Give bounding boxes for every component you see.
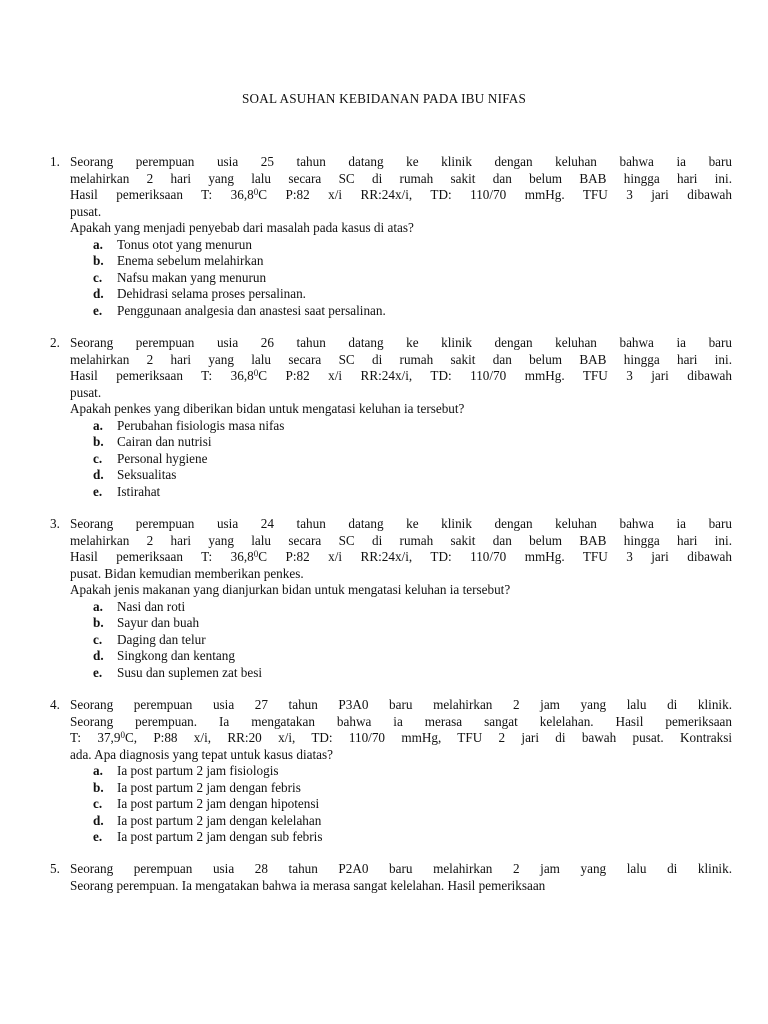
- answer-option: [93, 418, 732, 435]
- question-prompt: Apakah penkes yang diberikan bidan untuk mengatasi keluhan ia tersebut?: [70, 401, 465, 416]
- question-stem-line: Seorang perempuan usia 25 tahun datang ke klinik dengan keluhan bahwa ia baru: [70, 154, 732, 169]
- question-4: [50, 697, 732, 846]
- question-stem-line: Hasil pemeriksaan T: 36,8$^0$C P:82 x/i RR:24x/i, TD: 110/70 mmHg. TFU 3 jari dibawah: [70, 549, 732, 564]
- answer-option: [93, 599, 732, 616]
- option-text: Enema sebelum melahirkan: [117, 253, 264, 268]
- option-text: Cairan dan nutrisi: [117, 434, 212, 449]
- option-text: Ia post partum 2 jam dengan sub febris: [117, 829, 323, 844]
- question-body: [70, 861, 732, 894]
- answer-option: [93, 467, 732, 484]
- degree-superscript: 0: [253, 187, 259, 197]
- option-text: Susu dan suplemen zat besi: [117, 664, 263, 680]
- question-number: 4.: [50, 697, 60, 712]
- answer-option: [93, 253, 732, 270]
- question-stem-line: melahirkan 2 hari yang lalu secara SC di rumah sakit dan belum BAB hingga hari ini.: [70, 351, 732, 367]
- answer-option: [93, 632, 732, 649]
- question-stem-line: Seorang perempuan usia 28 tahun P2A0 baru melahirkan 2 jam yang lalu di klinik.: [70, 861, 732, 876]
- option-letter: b.: [93, 615, 104, 630]
- answer-option: [93, 780, 732, 797]
- question-body: [70, 697, 732, 846]
- option-letter: d.: [93, 467, 104, 482]
- question-body: [70, 516, 732, 681]
- option-text: Ia post partum 2 jam dengan kelelahan: [117, 812, 322, 828]
- option-letter: c.: [93, 269, 103, 285]
- degree-superscript: 0: [253, 549, 259, 559]
- question-stem-line: Hasil pemeriksaan T: 36,8$^0$C P:82 x/i RR:24x/i, TD: 110/70 mmHg. TFU 3 jari dibawah: [70, 187, 732, 202]
- option-letter: e.: [93, 302, 103, 318]
- answer-option: [93, 484, 732, 501]
- document-title: SOAL ASUHAN KEBIDANAN PADA IBU NIFAS: [241, 91, 527, 106]
- option-letter: d.: [93, 648, 104, 663]
- answer-option: [93, 270, 732, 287]
- answer-options: [70, 599, 732, 682]
- option-letter: c.: [93, 631, 103, 647]
- question-number: 5.: [50, 861, 60, 876]
- answer-options: [70, 237, 732, 320]
- answer-options: [70, 418, 732, 501]
- option-text: Daging dan telur: [117, 631, 206, 647]
- question-number: 2.: [50, 335, 60, 350]
- question-stem-line: pusat. Bidan kemudian memberikan penkes.: [70, 565, 304, 581]
- question-stem-line: pusat.: [70, 203, 102, 219]
- option-text: Ia post partum 2 jam fisiologis: [117, 763, 279, 778]
- option-letter: a.: [93, 236, 103, 252]
- question-stem-line: ada. Apa diagnosis yang tepat untuk kasus diatas?: [70, 746, 333, 762]
- degree-superscript: 0: [120, 730, 125, 740]
- option-letter: c.: [93, 450, 103, 466]
- question-stem-line: Seorang perempuan. Ia mengatakan bahwa ia merasa sangat kelelahan. Hasil pemeriksaan: [70, 877, 546, 893]
- answer-option: [93, 763, 732, 780]
- option-letter: a.: [93, 417, 103, 433]
- question-stem-line: Seorang perempuan usia 27 tahun P3A0 baru melahirkan 2 jam yang lalu di klinik.: [70, 697, 732, 712]
- option-text: Penggunaan analgesia dan anastesi saat persalinan.: [117, 302, 386, 318]
- option-letter: b.: [93, 434, 104, 449]
- answer-option: [93, 829, 732, 846]
- answer-option: [93, 237, 732, 254]
- option-text: Singkong dan kentang: [117, 648, 235, 663]
- degree-superscript: 0: [253, 368, 259, 378]
- option-letter: e.: [93, 829, 103, 844]
- question-prompt: Apakah jenis makanan yang dianjurkan bidan untuk mengatasi keluhan ia tersebut?: [70, 582, 511, 597]
- answer-option: [93, 813, 732, 830]
- question-stem-line: melahirkan 2 hari yang lalu secara SC di rumah sakit dan belum BAB hingga hari ini.: [70, 170, 732, 186]
- question-stem-line: melahirkan 2 hari yang lalu secara SC di rumah sakit dan belum BAB hingga hari ini.: [70, 532, 732, 548]
- option-letter: e.: [93, 483, 103, 499]
- question-1: [50, 154, 732, 319]
- option-text: Perubahan fisiologis masa nifas: [117, 417, 285, 433]
- answer-option: [93, 648, 732, 665]
- answer-option: [93, 665, 732, 682]
- option-letter: a.: [93, 598, 103, 614]
- option-text: Tonus otot yang menurun: [117, 236, 252, 252]
- option-text: Seksualitas: [117, 467, 177, 482]
- answer-option: [93, 451, 732, 468]
- answer-options: [70, 763, 732, 846]
- question-2: [50, 335, 732, 500]
- option-text: Nafsu makan yang menurun: [117, 269, 267, 285]
- option-text: Ia post partum 2 jam dengan febris: [117, 779, 301, 795]
- option-letter: a.: [93, 763, 103, 778]
- option-letter: e.: [93, 664, 103, 680]
- option-letter: d.: [93, 286, 104, 301]
- answer-option: [93, 615, 732, 632]
- question-number: 1.: [50, 154, 60, 169]
- question-prompt: Apakah yang menjadi penyebab dari masalah pada kasus di atas?: [70, 220, 414, 235]
- question-body: [70, 335, 732, 500]
- option-text: Istirahat: [117, 483, 161, 499]
- question-3: [50, 516, 732, 681]
- question-number: 3.: [50, 516, 60, 531]
- question-stem-line: T: 37,9$^0$C, P:88 x/i, RR:20 x/i, TD: 110/70 mmHg, TFU 2 jari di bawah pusat. Kontraksi: [70, 730, 732, 745]
- option-text: Dehidrasi selama proses persalinan.: [117, 286, 306, 301]
- answer-option: [93, 434, 732, 451]
- question-stem-line: pusat.: [70, 384, 102, 400]
- question-stem-line: Seorang perempuan. Ia mengatakan bahwa ia merasa sangat kelelahan. Hasil pemeriksaan: [70, 713, 732, 729]
- option-letter: b.: [93, 779, 104, 795]
- answer-option: [93, 286, 732, 303]
- question-stem-line: Hasil pemeriksaan T: 36,8$^0$C P:82 x/i RR:24x/i, TD: 110/70 mmHg. TFU 3 jari dibawah: [70, 368, 732, 383]
- option-letter: c.: [93, 796, 103, 811]
- answer-option: [93, 303, 732, 320]
- option-text: Nasi dan roti: [117, 598, 186, 614]
- option-text: Ia post partum 2 jam dengan hipotensi: [117, 796, 320, 811]
- question-body: [70, 154, 732, 319]
- question-stem-line: Seorang perempuan usia 26 tahun datang ke klinik dengan keluhan bahwa ia baru: [70, 335, 732, 350]
- answer-option: [93, 796, 732, 813]
- option-letter: d.: [93, 812, 104, 828]
- option-text: Personal hygiene: [117, 450, 208, 466]
- question-5: [50, 861, 732, 894]
- question-stem-line: Seorang perempuan usia 24 tahun datang ke klinik dengan keluhan bahwa ia baru: [70, 516, 732, 531]
- option-letter: b.: [93, 253, 104, 268]
- option-text: Sayur dan buah: [117, 615, 200, 630]
